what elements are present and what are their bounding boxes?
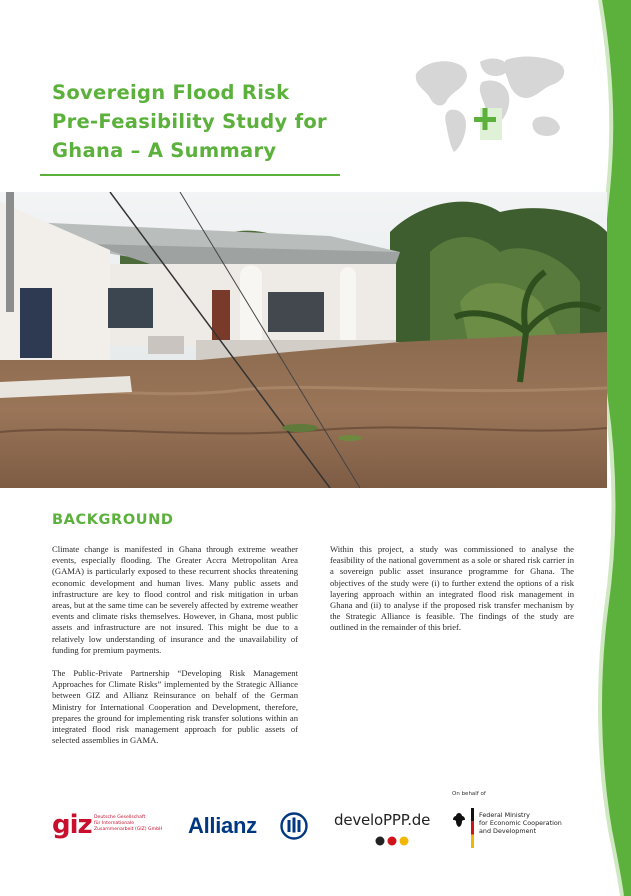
giz-caption-line-1: Deutsche Gesellschaft <box>94 815 146 820</box>
title-line-2: Pre-Feasibility Study for <box>52 110 327 133</box>
developpp-logo: develoPPP.de <box>334 811 431 829</box>
allianz-logo: Allianz <box>188 813 257 838</box>
title-line-3: Ghana – A Summary <box>52 139 277 162</box>
giz-caption-line-2: für Internationale <box>94 821 135 826</box>
ministry-line-1: Federal Ministry <box>479 811 530 819</box>
giz-caption-line-3: Zusammenarbeit (GIZ) GmbH <box>94 827 163 832</box>
allianz-eagle-icon <box>280 812 308 840</box>
developpp-flag-dots <box>370 835 430 847</box>
federal-eagle-icon <box>452 812 466 828</box>
giz-logo-caption <box>94 815 184 833</box>
giz-logo: giz <box>52 810 92 840</box>
world-map-icon <box>410 48 570 158</box>
german-flag-strip <box>471 808 474 848</box>
flooded-house-photo <box>0 192 607 488</box>
background-paragraph-2: The Public-Private Partnership “Developing Risk Management Approaches for Climate Risks” implemented by the Strategic Alliance between GIZ and Allianz Reinsurance on behalf of the German Ministry for International Cooperation and Development, therefore, prepares the ground for implementing risk transfer solutions within an integrated flood risk management approach for public assets of selected assemblies in GAMA. <box>52 668 298 746</box>
section-heading-background: BACKGROUND <box>52 512 174 528</box>
background-paragraph-3: Within this project, a study was commissioned to analyse the feasibility of the national government as a sole or shared risk carrier in a sovereign public asset insurance programme for Ghana. The objectives of the study were (i) to further extend the options of a risk layering approach within an integrated flood risk management in Ghana and (ii) to analyse if the proposed risk transfer mechanism by the Strategic Alliance is feasible. The findings of the study are outlined in the remainder of this brief. <box>330 544 574 633</box>
ministry-line-3: and Development <box>479 827 537 835</box>
ministry-line-2: for Economic Cooperation <box>479 819 562 827</box>
on-behalf-label: On behalf of <box>452 791 486 797</box>
document-title <box>52 78 342 165</box>
ministry-name <box>479 811 579 835</box>
title-line-1: Sovereign Flood Risk <box>52 81 290 104</box>
title-underline <box>40 174 340 176</box>
background-paragraph-1: Climate change is manifested in Ghana through extreme weather events, especially flooding. The Greater Accra Metropolitan Area (GAMA) is particularly exposed to these recurrent shocks threatening economic development and human lives. Many public assets and infrastructure are key to flood control and risk mitigation in urban areas, but at the same time can be severely affected by extreme weather events and climate risks themselves. However, in Ghana, most public assets and infrastructure are not insured. This might be due to a relatively low understanding of insurance and the unavailability of funding for premium payments. <box>52 544 298 655</box>
